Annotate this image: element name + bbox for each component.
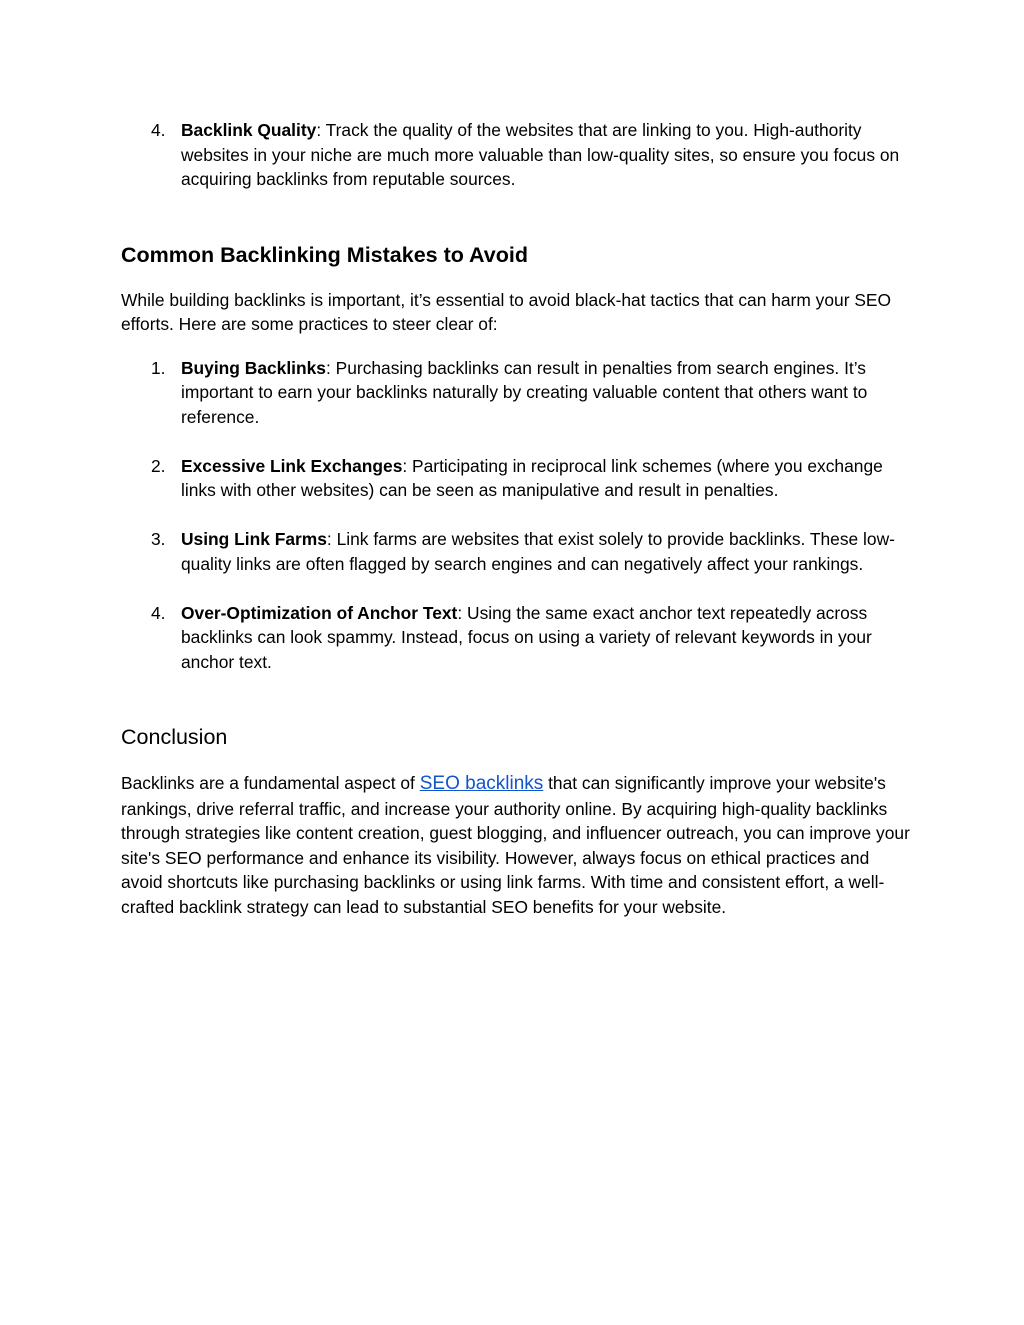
list-item-text: : Participating in reciprocal link schemes (where you exchange links with other websites) can be seen as manipulative and result in penalties.: [181, 455, 883, 500]
conclusion-heading: Conclusion: [121, 725, 228, 749]
list-item-term: Using Link Farms: [181, 529, 327, 549]
list-item-term: Over-Optimization of Anchor Text: [181, 602, 458, 623]
list-item: [121, 527, 911, 576]
list-item: [121, 601, 911, 675]
list-item-term: Backlink Quality: [181, 120, 317, 140]
document-content: [121, 118, 911, 919]
list-item-text: : Using the same exact anchor text repeatedly across backlinks can look spammy. Instead, focus on using a variety of relevant keywords in your anchor text.: [181, 602, 872, 672]
conclusion-text-before-link: Backlinks are a fundamental aspect of: [121, 773, 420, 793]
mistakes-heading: Common Backlinking Mistakes to Avoid: [121, 242, 528, 267]
mistakes-list: [121, 356, 911, 675]
list-item: [121, 356, 911, 430]
list-item: [121, 118, 911, 192]
tracking-list: [121, 118, 911, 192]
list-item-text: : Purchasing backlinks can result in penalties from search engines. It’s important to earn your backlinks naturally by creating valuable content that others want to reference.: [181, 357, 868, 427]
conclusion-text-after-link: that can significantly improve your website's rankings, drive referral traffic, and increase your authority online. By acquiring high-quality backlinks through strategies like content creation, guest blogging, and influencer outreach, you can improve your site's SEO performance and enhance its visibility. However, always focus on ethical practices and avoid shortcuts like purchasing backlinks or using link farms. With time and consistent effort, a well-crafted backlink strategy can lead to substantial SEO benefits for your website.: [121, 773, 910, 917]
seo-backlinks-link[interactable]: SEO backlinks: [419, 773, 544, 794]
mistakes-intro: While building backlinks is important, it’s essential to avoid black-hat tactics that can harm your SEO efforts. Here are some practices to steer clear of:: [121, 289, 892, 334]
list-item-number: 1.: [151, 357, 166, 378]
list-item-term: Excessive Link Exchanges: [181, 455, 403, 476]
list-item-text: : Link farms are websites that exist solely to provide backlinks. These low-quality links are often flagged by search engines and can negatively affect your rankings.: [181, 529, 895, 574]
list-item-text: : Track the quality of the websites that are linking to you. High-authority websites in your niche are much more valuable than low-quality sites, so ensure you focus on acquiring backlinks from reputable sources.: [181, 120, 900, 189]
list-item-number: 4.: [151, 120, 166, 140]
list-item-number: 4.: [151, 602, 166, 623]
list-item-number: 2.: [151, 455, 166, 476]
list-item-number: 3.: [151, 529, 166, 549]
conclusion-paragraph: [121, 771, 911, 919]
list-item-term: Buying Backlinks: [181, 357, 326, 378]
list-item: [121, 454, 911, 503]
